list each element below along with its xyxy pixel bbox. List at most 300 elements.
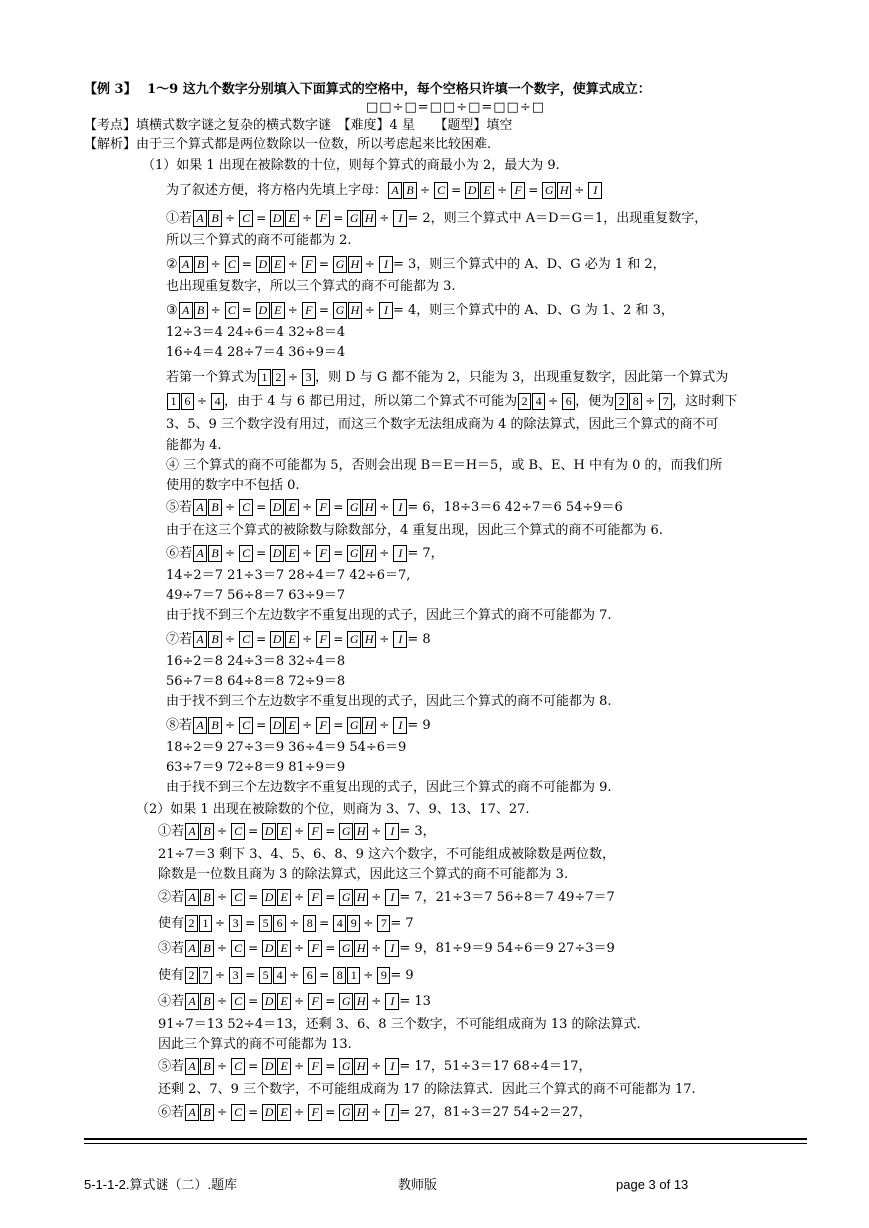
divide-sign: ÷ (371, 1105, 382, 1119)
letter-box: G (347, 545, 361, 562)
letter-expression (192, 546, 407, 561)
letter-expression (192, 632, 407, 647)
letter-box: I (385, 1058, 399, 1075)
case8-conclusion: 由于找不到三个左边数字不重复出现的式子，因此三个算式的商不可能都为 9. (166, 780, 612, 795)
letter-expression (184, 824, 399, 839)
letter-box: G (339, 889, 353, 906)
letter-box: C (225, 302, 239, 319)
letter-box: I (385, 993, 399, 1010)
letter-box: E (277, 823, 291, 840)
digit-expression (166, 394, 224, 409)
letter-box: C (231, 940, 245, 957)
letter-box: G (333, 256, 347, 273)
letter-box: D (270, 631, 284, 648)
equals-sign: = (325, 994, 336, 1008)
digit-box: 7 (377, 915, 390, 932)
case6-conclusion: 由于找不到三个左边数字不重复出现的式子，因此三个算式的商不可能都为 7. (166, 608, 612, 623)
divide-sign: ÷ (294, 994, 305, 1008)
example-tag: 【例 3】 (84, 82, 137, 97)
letter-box: D (262, 1104, 276, 1121)
digit-box: 8 (629, 393, 642, 410)
letter-expression (192, 211, 407, 226)
letter-box: I (385, 823, 399, 840)
divide-sign: ÷ (371, 1059, 382, 1073)
case6-eq2: 49÷7＝7 56÷8＝7 63÷9＝7 (166, 588, 346, 603)
letter-box: I (393, 717, 407, 734)
puzzle-formula: □□÷□=□□÷□=□□÷□ (366, 100, 546, 115)
letter-box: H (362, 631, 376, 648)
footer-center: 教师版 (398, 1177, 438, 1192)
letter-box: H (362, 545, 376, 562)
digit-expression (517, 394, 575, 409)
case1-line: ①若 A B ÷ C = D E ÷ F = G H ÷ I = 2，则三个算式中 A＝D＝G＝1，出现重复数字， (166, 211, 708, 226)
letter-box: B (403, 182, 417, 199)
divide-sign: ÷ (302, 718, 313, 732)
letter-box: D (270, 545, 284, 562)
letter-box: B (208, 631, 222, 648)
digit-box: 1 (167, 393, 180, 410)
letter-box: G (339, 1104, 353, 1121)
equals-sign: = (248, 824, 259, 838)
letter-box: E (285, 210, 299, 227)
case7-line: ⑦若 A B ÷ C = D E ÷ F = G H ÷ I = 8 (166, 632, 431, 647)
kaodian-line: 【考点】填横式数字谜之复杂的横式数字谜 【难度】4 星 【题型】填空 (84, 118, 513, 133)
letter-box: G (542, 182, 556, 199)
part2-heading: （2）如果 1 出现在被除数的个位，则商为 3、7、9、13、17、27. (136, 802, 530, 817)
letter-box: I (393, 631, 407, 648)
equals-sign: = (318, 257, 329, 271)
letter-box: G (339, 823, 353, 840)
part2-case1-line2: 21÷7＝3 剩下 3、4、5、6、8、9 这六个数字，不可能组成被除数是两位数， (158, 847, 615, 862)
letter-box: B (194, 256, 208, 273)
letter-box: D (270, 717, 284, 734)
letter-box: A (185, 940, 199, 957)
letter-box: E (480, 182, 494, 199)
case7-eq1: 16÷2＝8 24÷3＝8 32÷4＝8 (166, 654, 346, 669)
divide-sign: ÷ (363, 968, 374, 982)
letter-box: C (434, 182, 448, 199)
letter-box: B (208, 210, 222, 227)
letter-box: G (339, 940, 353, 957)
divide-sign: ÷ (217, 994, 228, 1008)
letter-box: H (557, 182, 571, 199)
digit-box: 2 (615, 393, 628, 410)
letter-box: D (270, 499, 284, 516)
divide-sign: ÷ (302, 546, 313, 560)
digit-box: 6 (181, 393, 194, 410)
divide-sign: ÷ (215, 916, 226, 930)
letter-box: E (285, 499, 299, 516)
divide-sign: ÷ (364, 257, 375, 271)
divide-sign: ÷ (379, 211, 390, 225)
divide-sign: ÷ (379, 546, 390, 560)
letter-box: C (231, 993, 245, 1010)
divide-sign: ÷ (217, 890, 228, 904)
equals-sign: = (245, 916, 256, 930)
divide-sign: ÷ (302, 632, 313, 646)
letter-box: F (308, 889, 322, 906)
digit-box: 5 (259, 915, 272, 932)
case7-conclusion: 由于找不到三个左边数字不重复出现的式子，因此三个算式的商不可能都为 8. (166, 694, 612, 709)
case3-para-line3: 3、5、9 三个数字没有用过，而这三个数字无法组成商为 4 的除法算式，因此三个算式的商不可 (166, 417, 719, 432)
divide-sign: ÷ (294, 1105, 305, 1119)
letter-box: D (465, 182, 479, 199)
divide-sign: ÷ (379, 500, 390, 514)
digit-box: 2 (518, 393, 531, 410)
divide-sign: ÷ (371, 994, 382, 1008)
letter-box: H (354, 1058, 368, 1075)
letter-box: A (193, 631, 207, 648)
part2-case4-line2: 91÷7＝13 52÷4＝13，还剩 3、6、8 三个数字，不可能组成商为 13 的除法算式. (158, 1017, 641, 1032)
letter-box: H (362, 717, 376, 734)
divide-sign: ÷ (215, 968, 226, 982)
digit-box: 4 (211, 393, 224, 410)
digit-box: 1 (199, 915, 212, 932)
equals-sign: = (256, 632, 267, 646)
case5-line: ⑤若 A B ÷ C = D E ÷ F = G H ÷ I = 6，18÷3＝6 42÷7＝6 54÷9＝6 (166, 500, 623, 515)
letter-box: D (256, 256, 270, 273)
equals-sign: = (256, 211, 267, 225)
digit-box: 9 (347, 915, 360, 932)
equals-sign: = (333, 500, 344, 514)
letter-box: E (285, 545, 299, 562)
divide-sign: ÷ (371, 941, 382, 955)
case3-eq1: 12÷3＝4 24÷6＝4 32÷8＝4 (166, 325, 346, 340)
case8-eq1: 18÷2＝9 27÷3＝9 36÷4＝9 54÷6＝9 (166, 740, 407, 755)
case2-line2: 也出现重复数字，所以三个算式的商不可能都为 3. (166, 279, 456, 294)
divide-sign: ÷ (225, 211, 236, 225)
part2-case3-line: ③若 A B ÷ C = D E ÷ F = G H ÷ I = 9，81÷9＝9 54÷6＝9 27÷3＝9 (158, 941, 615, 956)
equals-sign: = (325, 1105, 336, 1119)
divide-sign: ÷ (371, 890, 382, 904)
divide-sign: ÷ (294, 824, 305, 838)
case6-line: ⑥若 A B ÷ C = D E ÷ F = G H ÷ I = 7， (166, 546, 444, 561)
case4-line2: 使用的数字中不包括 0. (166, 478, 300, 493)
letter-box: C (239, 210, 253, 227)
part1-heading: （1）如果 1 出现在被除数的十位，则每个算式的商最小为 2，最大为 9. (142, 158, 560, 173)
part2-case3-use-line: 使有 2 7 ÷ 3 = 5 4 ÷ 6 = 8 1 ÷ 9 = 9 (158, 968, 414, 983)
letter-box: A (179, 256, 193, 273)
letter-box: E (277, 1058, 291, 1075)
letter-box: I (385, 889, 399, 906)
part2-case4-line3: 因此三个算式的商不可能都为 13. (158, 1037, 352, 1052)
letter-box: F (316, 499, 330, 516)
jiexi-line: 【解析】由于三个算式都是两位数除以一位数，所以考虑起来比较困难. (84, 137, 492, 152)
equals-sign: = (318, 303, 329, 317)
divide-sign: ÷ (294, 890, 305, 904)
letter-box: F (316, 210, 330, 227)
digit-box: 9 (377, 967, 390, 984)
letter-box: D (270, 210, 284, 227)
case2-line: ② A B ÷ C = D E ÷ F = G H ÷ I = 3，则三个算式中的 A、D、G 必为 1 和 2， (166, 257, 666, 272)
digit-expression (184, 968, 390, 983)
letter-box: B (200, 823, 214, 840)
equals-sign: = (333, 211, 344, 225)
equals-sign: = (319, 916, 330, 930)
letter-box: G (339, 1058, 353, 1075)
footer-left: 5-1-1-2.算式谜（二）.题库 (84, 1177, 238, 1192)
equals-sign: = (333, 546, 344, 560)
digit-box: 5 (259, 967, 272, 984)
letter-box: B (200, 889, 214, 906)
letter-box: B (194, 302, 208, 319)
letter-box: E (285, 631, 299, 648)
letter-box: C (231, 1058, 245, 1075)
letter-box: I (385, 1104, 399, 1121)
letter-box: F (316, 631, 330, 648)
letter-box: E (271, 302, 285, 319)
letter-box: D (262, 823, 276, 840)
letter-box: I (588, 182, 602, 199)
letter-expression (184, 941, 399, 956)
letter-box: C (225, 256, 239, 273)
digit-box: 7 (659, 393, 672, 410)
divide-sign: ÷ (379, 718, 390, 732)
digit-box: 6 (273, 915, 286, 932)
divide-sign: ÷ (289, 968, 300, 982)
digit-box: 3 (302, 369, 315, 386)
letter-expression (184, 1105, 399, 1120)
divide-sign: ÷ (197, 394, 208, 408)
digit-box: 8 (303, 915, 316, 932)
equals-sign: = (248, 994, 259, 1008)
letter-box: I (393, 499, 407, 516)
digit-box: 6 (303, 967, 316, 984)
letter-box: F (308, 1104, 322, 1121)
letter-box: C (231, 1104, 245, 1121)
letter-box: A (185, 993, 199, 1010)
divide-sign: ÷ (363, 916, 374, 930)
digit-expression (257, 370, 315, 385)
footer-rule-thin (84, 1143, 807, 1144)
letter-box: I (379, 256, 393, 273)
letter-expression (184, 890, 399, 905)
letter-box: I (393, 545, 407, 562)
letter-box: E (277, 940, 291, 957)
footer-rule-thick (84, 1138, 807, 1140)
case1-line2: 所以三个算式的商不可能都为 2. (166, 233, 352, 248)
equals-sign: = (256, 718, 267, 732)
divide-sign: ÷ (210, 303, 221, 317)
equals-sign: = (325, 890, 336, 904)
letter-box: B (200, 1104, 214, 1121)
divide-sign: ÷ (497, 183, 508, 197)
letter-box: H (362, 210, 376, 227)
letter-box: A (193, 499, 207, 516)
letter-expression (192, 718, 407, 733)
digit-box: 1 (347, 967, 360, 984)
divide-sign: ÷ (225, 500, 236, 514)
letter-box: B (208, 545, 222, 562)
letter-box: H (354, 940, 368, 957)
letter-box: G (347, 499, 361, 516)
letter-box: A (193, 545, 207, 562)
divide-sign: ÷ (645, 394, 656, 408)
letter-box: H (362, 499, 376, 516)
letter-box: F (316, 717, 330, 734)
letter-box: D (256, 302, 270, 319)
case3-para-line1: 若第一个算式为 1 2 ÷ 3 ，则 D 与 G 都不能为 2，只能为 3，出现重复数字，因此第一个算式为 (166, 370, 729, 385)
divide-sign: ÷ (420, 183, 431, 197)
equals-sign: = (241, 257, 252, 271)
divide-sign: ÷ (225, 632, 236, 646)
divide-sign: ÷ (574, 183, 585, 197)
digit-box: 7 (199, 967, 212, 984)
letter-box: C (239, 717, 253, 734)
part2-case1-line: ①若 A B ÷ C = D E ÷ F = G H ÷ I = 3， (158, 824, 436, 839)
part2-case6-line: ⑥若 A B ÷ C = D E ÷ F = G H ÷ I = 27，81÷3＝27 54÷2＝27， (158, 1105, 592, 1120)
letter-box: I (385, 940, 399, 957)
part2-case5-line: ⑤若 A B ÷ C = D E ÷ F = G H ÷ I = 17，51÷3＝17 68÷4＝17， (158, 1059, 592, 1074)
letter-box: D (262, 993, 276, 1010)
letter-box: A (193, 717, 207, 734)
letter-box: B (200, 993, 214, 1010)
letter-box: G (347, 717, 361, 734)
digit-box: 6 (562, 393, 575, 410)
part2-case1-line3: 除数是一位数且商为 3 的除法算式，因此这三个算式的商不可能都为 3. (158, 867, 569, 882)
letter-box: A (179, 302, 193, 319)
letter-expression (178, 303, 393, 318)
letter-box: B (200, 1058, 214, 1075)
digit-box: 4 (333, 915, 346, 932)
letter-box: B (208, 717, 222, 734)
divide-sign: ÷ (548, 394, 559, 408)
letter-box: C (231, 823, 245, 840)
letter-box: F (308, 940, 322, 957)
equals-sign: = (248, 941, 259, 955)
letter-box: D (262, 1058, 276, 1075)
letter-box: H (354, 993, 368, 1010)
letter-box: H (354, 889, 368, 906)
case8-line: ⑧若 A B ÷ C = D E ÷ F = G H ÷ I = 9 (166, 718, 431, 733)
divide-sign: ÷ (210, 257, 221, 271)
example-heading (84, 81, 651, 98)
part2-case2-line: ②若 A B ÷ C = D E ÷ F = G H ÷ I = 7，21÷3＝7 56÷8＝7 49÷7＝7 (158, 890, 615, 905)
letter-box: A (185, 1104, 199, 1121)
letter-box: E (271, 256, 285, 273)
equals-sign: = (325, 1059, 336, 1073)
equals-sign: = (256, 500, 267, 514)
letter-box: F (316, 545, 330, 562)
divide-sign: ÷ (371, 824, 382, 838)
divide-sign: ÷ (225, 718, 236, 732)
letter-box: A (185, 1058, 199, 1075)
letter-box: C (239, 499, 253, 516)
digit-box: 2 (185, 915, 198, 932)
divide-sign: ÷ (302, 500, 313, 514)
letter-box: A (185, 823, 199, 840)
equals-sign: = (325, 824, 336, 838)
letter-box: F (308, 1058, 322, 1075)
divide-sign: ÷ (302, 211, 313, 225)
equals-sign: = (528, 183, 539, 197)
divide-sign: ÷ (225, 546, 236, 560)
letter-box: A (193, 210, 207, 227)
letter-box: A (388, 182, 402, 199)
equals-sign: = (256, 546, 267, 560)
digit-box: 1 (258, 369, 271, 386)
part2-case4-line: ④若 A B ÷ C = D E ÷ F = G H ÷ I = 13 (158, 994, 431, 1009)
letter-expression (387, 183, 602, 198)
divide-sign: ÷ (287, 257, 298, 271)
divide-sign: ÷ (294, 1059, 305, 1073)
letter-box: D (262, 889, 276, 906)
letter-box: C (239, 631, 253, 648)
equals-sign: = (248, 1105, 259, 1119)
equals-sign: = (248, 1059, 259, 1073)
digit-box: 4 (532, 393, 545, 410)
divide-sign: ÷ (288, 370, 299, 384)
letter-box: E (285, 717, 299, 734)
equals-sign: = (325, 941, 336, 955)
letter-expression (184, 994, 399, 1009)
divide-sign: ÷ (217, 824, 228, 838)
divide-sign: ÷ (364, 303, 375, 317)
letter-box: B (208, 499, 222, 516)
digit-box: 3 (229, 915, 242, 932)
divide-sign: ÷ (217, 1059, 228, 1073)
case7-eq2: 56÷7＝8 64÷8＝8 72÷9＝8 (166, 674, 346, 689)
letter-box: E (277, 993, 291, 1010)
divide-sign: ÷ (379, 632, 390, 646)
divide-sign: ÷ (217, 941, 228, 955)
equals-sign: = (248, 890, 259, 904)
case6-eq1: 14÷2＝7 21÷3＝7 28÷4＝7 42÷6＝7, (166, 568, 411, 583)
case3-para-line2: 1 6 ÷ 4 ，由于 4 与 6 都已用过，所以第二个算式不可能为 2 4 ÷ 6 ，便为 2 8 ÷ 7 ，这时剩下 (166, 393, 737, 410)
letter-box: F (511, 182, 525, 199)
letter-box: G (347, 210, 361, 227)
part2-case5-line2: 还剩 2、7、9 三个数字，不可能组成商为 17 的除法算式．因此三个算式的商不可能都为 17. (158, 1082, 696, 1097)
letter-box: E (277, 1104, 291, 1121)
equals-sign: = (451, 183, 462, 197)
digit-box: 4 (273, 967, 286, 984)
letter-box: F (302, 302, 316, 319)
part2-case2-use-line: 使有 2 1 ÷ 3 = 5 6 ÷ 8 = 4 9 ÷ 7 = 7 (158, 916, 414, 931)
letter-box: G (339, 993, 353, 1010)
letter-box: C (231, 889, 245, 906)
letter-box: F (308, 993, 322, 1010)
letter-box: H (354, 1104, 368, 1121)
letter-box: F (308, 823, 322, 840)
letter-box: G (333, 302, 347, 319)
digit-box: 8 (333, 967, 346, 984)
case8-eq2: 63÷7＝9 72÷8＝9 81÷9＝9 (166, 760, 346, 775)
letter-box: I (379, 302, 393, 319)
case3-eq2: 16÷4＝4 28÷7＝4 36÷9＝4 (166, 345, 346, 360)
letter-expression (192, 500, 407, 515)
divide-sign: ÷ (217, 1105, 228, 1119)
letter-box: I (393, 210, 407, 227)
letter-box: H (348, 302, 362, 319)
letter-box: G (347, 631, 361, 648)
equals-sign: = (333, 718, 344, 732)
divide-sign: ÷ (294, 941, 305, 955)
equals-sign: = (245, 968, 256, 982)
digit-box: 2 (185, 967, 198, 984)
divide-sign: ÷ (287, 303, 298, 317)
letter-expression (184, 1059, 399, 1074)
letter-box: D (262, 940, 276, 957)
digit-box: 2 (272, 369, 285, 386)
equals-sign: = (319, 968, 330, 982)
case3-para-line4: 能都为 4. (166, 438, 222, 453)
letter-box: F (302, 256, 316, 273)
part1-intro-line: 为了叙述方便，将方格内先填上字母： A B ÷ C = D E ÷ F = G H ÷ I (166, 182, 602, 199)
letter-box: E (277, 889, 291, 906)
divide-sign: ÷ (289, 916, 300, 930)
letter-box: H (348, 256, 362, 273)
equals-sign: = (241, 303, 252, 317)
